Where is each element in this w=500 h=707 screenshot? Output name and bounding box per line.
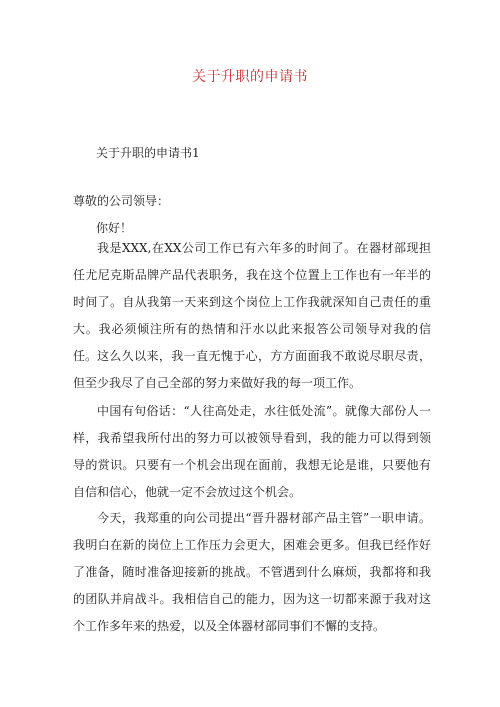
body-paragraph: 今天，我郑重的向公司提出“晋升器材部产品主管”一职申请。我明白在新的岗位上工作压力会更大，困难会更多。但我已经作好了准备，随时准备迎接新的挑战。不管遇到什么麻烦，我都将和我的团队并肩战斗。我相信自己的能力，因为这一切都来源于我对这个工作多年来的热爱，以及全体器材部同事们不懈的支持。 — [73, 511, 431, 633]
body-paragraph: 中国有句俗话：“人往高处走，水往低处流”。就像大部份人一样，我希望我所付出的努力可以被领导看到，我的能力可以得到领导的赏识。只要有一个机会出现在面前，我想无论是谁，只要他有自信和信心，他就一定不会放过这个机会。 — [73, 404, 431, 499]
salutation: 尊敬的公司领导： — [73, 194, 170, 208]
greeting: 你好！ — [96, 221, 133, 235]
body-paragraph: 这么久以来，我一直无愧于心，方方面面我不敢说尽职尽责，但至少我尽了自己全部的努力来做好我的每一项工作。 — [73, 349, 431, 390]
document-title: 关于升职的申请书 — [192, 69, 308, 85]
document-subtitle: 关于升职的申请书1 — [96, 146, 200, 160]
body-paragraph: 我是XXX,在XX公司工作已有六年多的时间了。在器材部现担任尤尼克斯品牌产品代表职务，我在这个位置上工作也有一年半的时间了。自从我第一天来到这个岗位上工作我就深知自己责任的重大。我必须倾注所有的热情和汗水以此来报答公司领导对我的信任。 — [73, 241, 431, 363]
